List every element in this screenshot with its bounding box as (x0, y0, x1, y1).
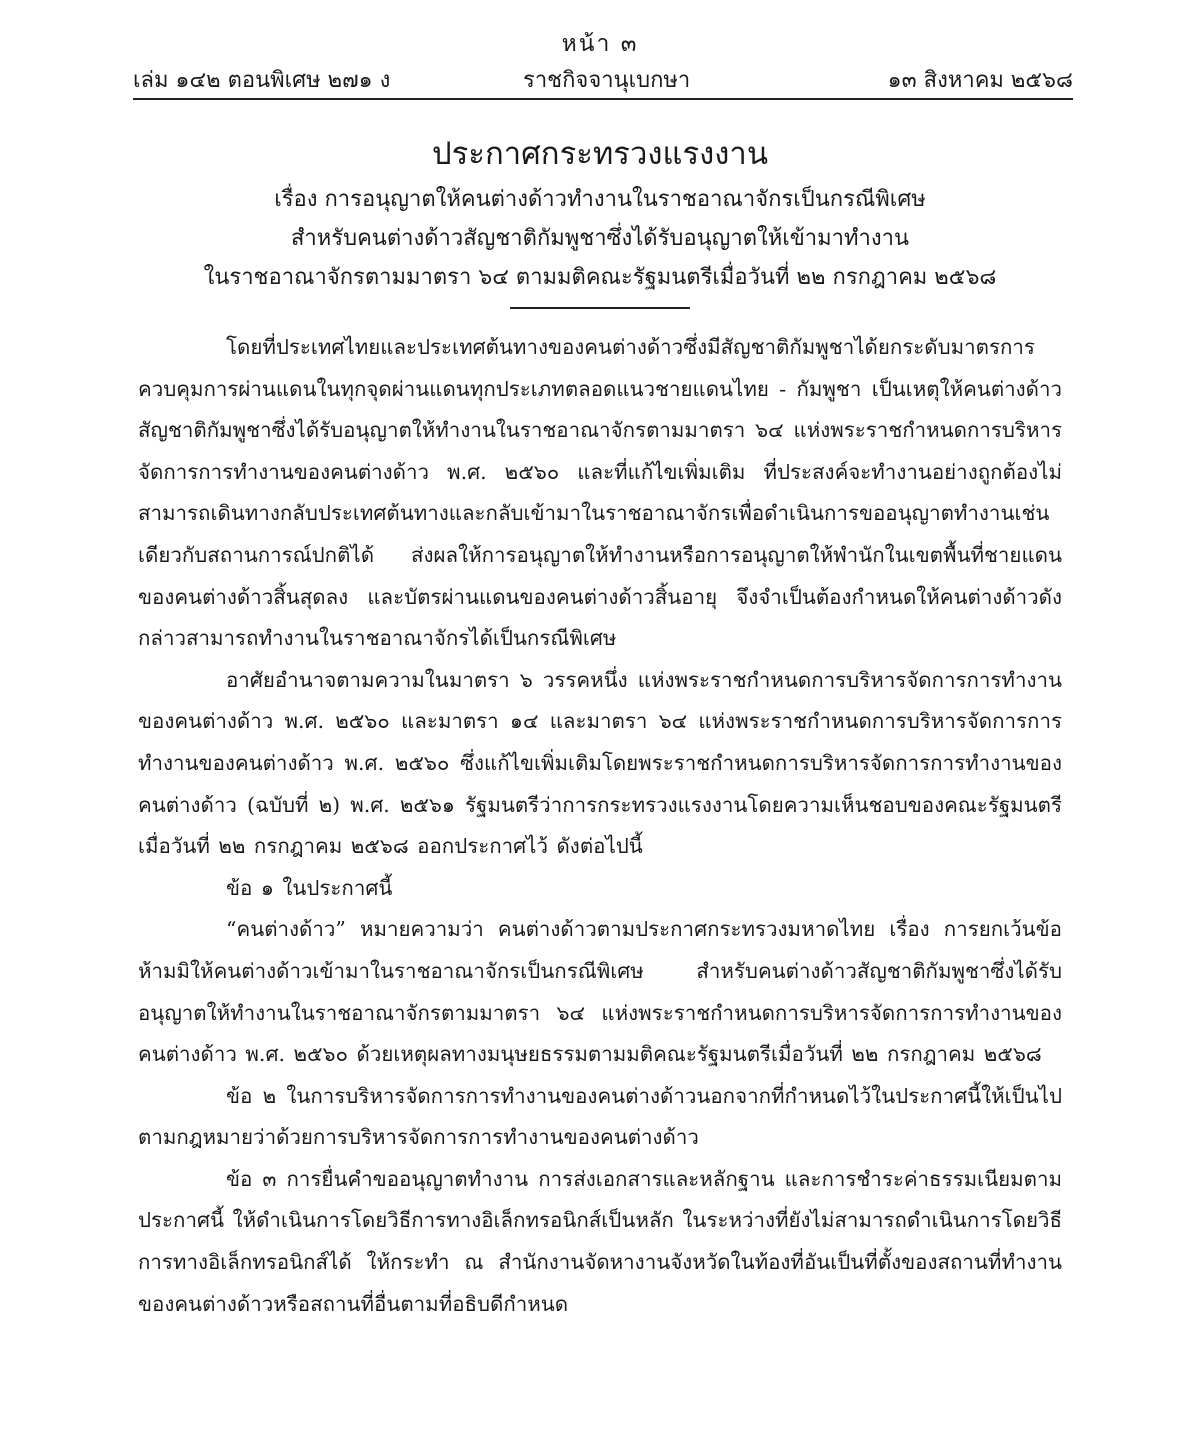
subject-line: ในราชอาณาจักรตามมาตรา ๖๔ ตามมติคณะรัฐมนตรีเมื่อวันที่ ๒๒ กรกฎาคม ๒๕๖๘ (203, 265, 997, 290)
announcement-body (138, 327, 1062, 1325)
authority-paragraph: อาศัยอำนาจตามความในมาตรา ๖ วรรคหนึ่ง แห่งพระราชกำหนดการบริหารจัดการการทำงานของคนต่างด้าว พ.ศ. ๒๕๖๐ และมาตรา ๑๔ และมาตรา ๖๔ แห่งพระราชกำหนดการบริหารจัดการการทำงานของคนต่างด้าว พ.ศ. ๒๕๖๐ ซึ่งแก้ไขเพิ่มเติมโดยพระราชกำหนดการบริหารจัดการการทำงานของคนต่างด้าว (ฉบับที่ ๒) พ.ศ. ๒๕๖๑ รัฐมนตรีว่าการกระทรวงแรงงานโดยความเห็นชอบของคณะรัฐมนตรีเมื่อวันที่ ๒๒ กรกฎาคม ๒๕๖๘ ออกประกาศไว้ ดังต่อไปนี้ (138, 667, 1062, 859)
announcement-title: ประกาศกระทรวงแรงงาน (431, 136, 769, 172)
page-number: หน้า ๓ (561, 31, 639, 57)
subject-line: เรื่อง การอนุญาตให้คนต่างด้าวทำงานในราชอาณาจักรเป็นกรณีพิเศษ (274, 187, 926, 212)
clause-3: ข้อ ๓ การยื่นคำขออนุญาตทำงาน การส่งเอกสารและหลักฐาน และการชำระค่าธรรมเนียมตามประกาศนี้ ให้ดำเนินการโดยวิธีการทางอิเล็กทรอนิกส์เป็นหลัก ในระหว่างที่ยังไม่สามารถดำเนินการโดยวิธีการทางอิเล็กทรอนิกส์ได้ ให้กระทำ ณ สำนักงานจัดหางานจังหวัดในท้องที่อันเป็นที่ตั้งของสถานที่ทำงานของคนต่างด้าวหรือสถานที่อื่นตามที่อธิบดีกำหนด (138, 1166, 1062, 1316)
header-divider (133, 98, 1073, 100)
definition-paragraph: “คนต่างด้าว” หมายความว่า คนต่างด้าวตามประกาศกระทรวงมหาดไทย เรื่อง การยกเว้นข้อห้ามมิให้คนต่างด้าวเข้ามาในราชอาณาจักรเป็นกรณีพิเศษ สำหรับคนต่างด้าวสัญชาติกัมพูชาซึ่งได้รับอนุญาตให้ทำงานในราชอาณาจักรตามมาตรา ๖๔ แห่งพระราชกำหนดการบริหารจัดการการทำงานของคนต่างด้าว พ.ศ. ๒๕๖๐ ด้วยเหตุผลทางมนุษยธรรมตามมติคณะรัฐมนตรีเมื่อวันที่ ๒๒ กรกฎาคม ๒๕๖๘ (138, 917, 1062, 1067)
clause-2: ข้อ ๒ ในการบริหารจัดการการทำงานของคนต่างด้าวนอกจากที่กำหนดไว้ในประกาศนี้ให้เป็นไปตามกฎหมายว่าด้วยการบริหารจัดการการทำงานของคนต่างด้าว (138, 1083, 1062, 1150)
gazette-header (133, 62, 1073, 94)
volume-issue: เล่ม ๑๔๒ ตอนพิเศษ ๒๗๑ ง (133, 68, 391, 93)
publication-date: ๑๓ สิงหาคม ๒๕๖๘ (887, 68, 1073, 93)
preamble-paragraph: โดยที่ประเทศไทยและประเทศต้นทางของคนต่างด้าวซึ่งมีสัญชาติกัมพูชาได้ยกระดับมาตรการควบคุมการผ่านแดนในทุกจุดผ่านแดนทุกประเภทตลอดแนวชายแดนไทย - กัมพูชา เป็นเหตุให้คนต่างด้าวสัญชาติกัมพูชาซึ่งได้รับอนุญาตให้ทำงานในราชอาณาจักรตามมาตรา ๖๔ แห่งพระราชกำหนดการบริหารจัดการการทำงานของคนต่างด้าว พ.ศ. ๒๕๖๐ และที่แก้ไขเพิ่มเติม ที่ประสงค์จะทำงานอย่างถูกต้องไม่สามารถเดินทางกลับประเทศต้นทางและกลับเข้ามาในราชอาณาจักรเพื่อดำเนินการขออนุญาตทำงานเช่นเดียวกับสถานการณ์ปกติได้ ส่งผลให้การอนุญาตให้ทำงานหรือการอนุญาตให้พำนักในเขตพื้นที่ชายแดนของคนต่างด้าวสิ้นสุดลง และบัตรผ่านแดนของคนต่างด้าวสิ้นอายุ จึงจำเป็นต้องกำหนดให้คนต่างด้าวดังกล่าวสามารถทำงานในราชอาณาจักรได้เป็นกรณีพิเศษ (138, 335, 1062, 651)
subject-line: สำหรับคนต่างด้าวสัญชาติกัมพูชาซึ่งได้รับอนุญาตให้เข้ามาทำงาน (291, 226, 909, 251)
publication-name: ราชกิจจานุเบกษา (523, 68, 691, 93)
clause-1: ข้อ ๑ ในประกาศนี้ (226, 875, 393, 900)
title-divider (510, 307, 690, 309)
